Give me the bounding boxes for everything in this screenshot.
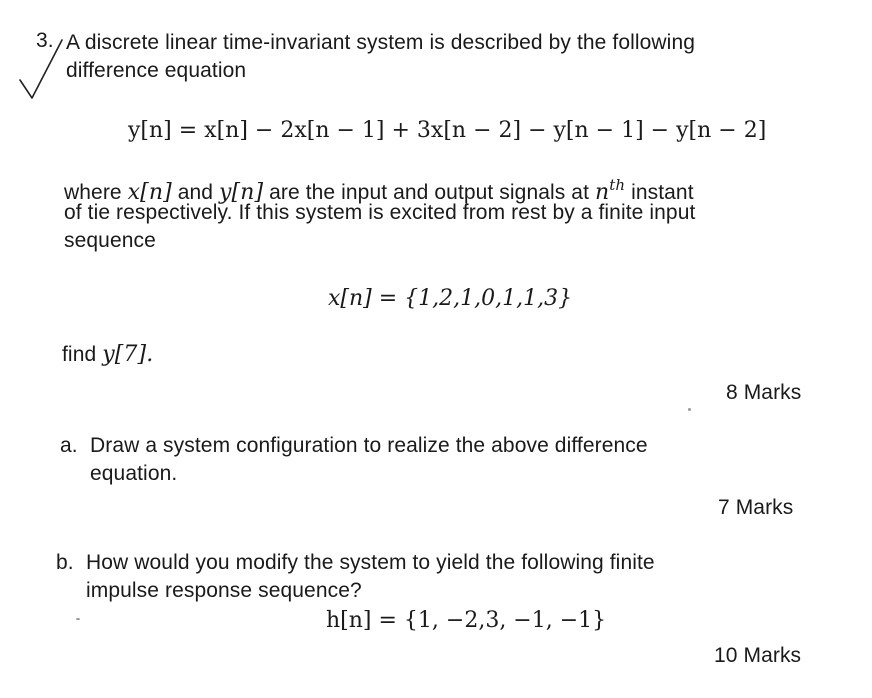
scan-speck [688, 408, 691, 411]
part-b-line2: impulse response sequence? [86, 579, 362, 602]
find-line [62, 342, 153, 368]
where-rest: are the input and output signals at [269, 181, 590, 204]
part-a-line1: Draw a system configuration to realize the above difference [90, 434, 648, 457]
question-marks: 8 Marks [726, 381, 802, 404]
scan-speck [76, 618, 80, 620]
instant-word: instant [631, 181, 694, 204]
question-line2: of tie respectively. If this system is excited from rest by a finite input [64, 201, 696, 224]
input-signal-symbol: x[n] [127, 180, 172, 205]
find-word: find [62, 343, 97, 366]
part-a-label: a. [60, 434, 78, 457]
question-intro-line2: difference equation [66, 59, 247, 82]
question-line3: sequence [64, 229, 156, 252]
and-word: and [177, 181, 214, 204]
part-b-marks: 10 Marks [714, 644, 802, 667]
output-signal-symbol: y[n] [219, 180, 264, 205]
part-b-line1: How would you modify the system to yield the following finite [86, 551, 655, 574]
impulse-response: h[n] = {1, −2,3, −1, −1} [326, 608, 607, 633]
question-number: 3. [36, 29, 54, 52]
nth-symbol: $n^{th}$ [594, 176, 626, 205]
part-a-line2: equation. [90, 462, 178, 485]
question-intro-line1: A discrete linear time-invariant system is described by the following [66, 31, 696, 54]
where-word: where [64, 181, 122, 204]
find-target: y[7]. [102, 342, 154, 367]
input-sequence: x[n] = {1,2,1,0,1,1,3} [328, 286, 573, 311]
difference-equation: y[n] = x[n] − 2x[n − 1] + 3x[n − 2] − y[n − 1] − y[n − 2] [128, 118, 767, 143]
part-b-label: b. [56, 551, 74, 574]
part-a-marks: 7 Marks [718, 496, 794, 519]
